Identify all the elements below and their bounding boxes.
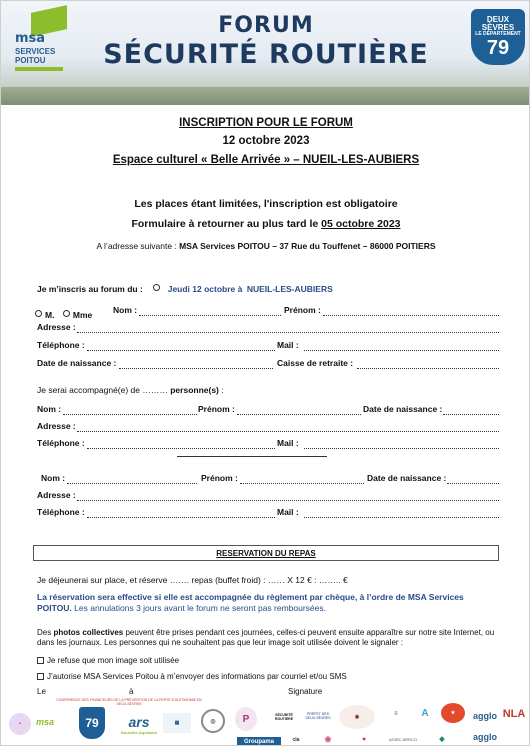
msa-logo-bar: [15, 67, 63, 71]
groupama-logo: Groupama: [237, 737, 281, 746]
msa-services-poitou-logo: [9, 9, 69, 71]
companion2-nom-field[interactable]: [67, 483, 197, 484]
payment-notice: [37, 592, 499, 614]
conference-financeurs-banner: CONFÉRENCE DES FINANCEURS DE LA PRÉVENTION DE LA PERTE D'AUTONOMIE EN DEUX-SÈVRES: [56, 698, 202, 706]
meal-reservation-box: [33, 545, 499, 561]
prefet-logo: PRÉFET DES DEUX-SÈVRES: [305, 712, 331, 720]
address-prefix: A l’adresse suivante :: [96, 241, 180, 251]
civility-row: [35, 305, 92, 323]
forum-choice-town: NUEIL-LES-AUBIERS: [246, 284, 333, 294]
companions-intro-suffix: :: [218, 385, 224, 395]
companion1-adresse-label: Adresse :: [37, 421, 76, 431]
securite-routiere-footer-logo: SÉCURITÉ ROUTIÈRE: [274, 713, 294, 721]
mail-field[interactable]: [304, 350, 499, 351]
telephone-label: Téléphone :: [37, 340, 85, 350]
companion1-telephone-field[interactable]: [87, 448, 275, 449]
event-place: Espace culturel « Belle Arrivée » – NUEIL-LES-AUBIERS: [112, 154, 420, 166]
authorize-info-checkbox[interactable]: [37, 673, 44, 680]
companion-separator: [177, 456, 327, 457]
payment-bold: La réservation sera effective si elle est accompagnée du règlement par chèque, à l’ordre de MSA Services POITOU.: [37, 592, 464, 613]
partner-logo-small: •: [9, 713, 31, 735]
photos-text: peuvent être prises pendant ces journées, celles-ci peuvent ensuite apparaître sur notre site Internet, ou dans les journaux. Les personnes qui ne souhaitent pas que leur image soit utilisée doivent le signaler :: [37, 628, 495, 647]
partner-logo-heart: ♥: [362, 737, 366, 743]
road-image: [1, 87, 530, 105]
civility-m-label: M.: [45, 310, 55, 320]
caisse-label: Caisse de retraite :: [277, 358, 354, 368]
signature-date-label: Le: [37, 687, 46, 696]
caisse-field[interactable]: [357, 368, 499, 369]
partner-logo-circle: ◎: [201, 709, 225, 733]
refuse-image-label: Je refuse que mon image soit utilisée: [47, 656, 180, 665]
partner-logo-pink: ❀: [324, 734, 332, 744]
msa-services-text: SERVICES: [15, 47, 56, 56]
companion2-prenom-field[interactable]: [240, 483, 364, 484]
civility-mme-radio[interactable]: [63, 310, 70, 317]
companion2-nom-label: Nom :: [41, 473, 66, 483]
prenom-field[interactable]: [323, 315, 499, 316]
limited-places-notice: Les places étant limitées, l'inscription est obligatoire: [134, 198, 398, 210]
payment-cancellation: Les annulations 3 jours avant le forum ne seront pas remboursées.: [71, 603, 326, 613]
forum-choice-date: Jeudi 12 octobre à: [167, 284, 243, 294]
nla-logo: NLA: [502, 708, 526, 720]
sevres-text: SÈVRES: [481, 23, 515, 32]
naissance-field[interactable]: [119, 368, 273, 369]
forum-choice-row: [37, 279, 333, 297]
partner-logo-oval: ◉: [339, 705, 375, 729]
companion1-prenom-field[interactable]: [237, 414, 361, 415]
civility-mme-label: Mme: [72, 310, 93, 320]
msa-poitou-text: POITOU: [15, 56, 46, 65]
forum-title: FORUM: [218, 13, 314, 38]
partner-logo-ap: A: [421, 707, 429, 719]
deux-sevres-footer-logo: 79: [79, 707, 105, 739]
companion2-prenom-label: Prénom :: [201, 473, 238, 483]
partner-logo-cla: cla: [292, 737, 300, 743]
msa-footer-logo: msa: [35, 717, 54, 727]
signature-place-label: à: [129, 687, 134, 696]
companion1-prenom-label: Prénom :: [198, 404, 235, 414]
return-deadline: [1, 218, 530, 230]
msa-logo-subtext: [15, 47, 55, 65]
companion2-telephone-label: Téléphone :: [37, 507, 85, 517]
return-address: [1, 241, 530, 251]
departement-text: LE DÉPARTEMENT: [475, 31, 521, 37]
agglo-logo-2: agglo: [473, 732, 497, 742]
civility-m-radio[interactable]: [35, 310, 42, 317]
meal-reservation-line: Je déjeunerai sur place, et réserve ……. repas (buffet froid) : …… X 12 € : …….. €: [37, 575, 348, 585]
partner-logos: [1, 693, 530, 746]
companion2-mail-label: Mail :: [277, 507, 299, 517]
ars-text: ars: [128, 713, 150, 730]
companion2-naissance-label: Date de naissance :: [367, 473, 447, 483]
partner-logo-green: ◆: [439, 736, 445, 743]
companion1-nom-field[interactable]: [63, 414, 197, 415]
deux-text: DEUX: [486, 15, 510, 24]
partner-logo-p: P: [235, 707, 257, 731]
nom-field[interactable]: [139, 315, 281, 316]
department-number: 79: [486, 37, 510, 59]
authorize-info-row: [37, 672, 347, 681]
companions-intro-prefix: Je serai accompagné(e) de ………: [37, 385, 171, 395]
event-date: 12 octobre 2023: [222, 135, 310, 147]
authorize-info-label: J’autorise MSA Services Poitou à m’envoyer des informations par courriel et/ou SMS: [47, 672, 347, 681]
ars-subtext: Nouvelle-Aquitaine: [120, 729, 158, 735]
photos-notice: [37, 628, 499, 648]
companion1-mail-field[interactable]: [304, 448, 499, 449]
return-date: 05 octobre 2023: [321, 218, 401, 230]
photos-prefix: Des: [37, 628, 54, 637]
companion1-adresse-field[interactable]: [77, 431, 499, 432]
ars-logo: [119, 711, 159, 737]
prenom-label: Prénom :: [284, 305, 321, 315]
refuse-image-checkbox[interactable]: [37, 657, 44, 664]
forum-date-radio[interactable]: [153, 284, 160, 291]
companion1-naissance-field[interactable]: [443, 414, 499, 415]
return-prefix: Formulaire à retourner au plus tard le: [131, 218, 322, 230]
companion2-mail-field[interactable]: [304, 517, 499, 518]
companion1-naissance-label: Date de naissance :: [363, 404, 443, 414]
deux-sevres-logo: [471, 9, 525, 65]
partner-logo-territoire: ≡: [394, 711, 398, 717]
photos-bold: photos collectives: [53, 628, 124, 637]
telephone-field[interactable]: [87, 350, 275, 351]
address-value: MSA Services POITOU – 37 Rue du Touffenet – 86000 POITIERS: [179, 241, 436, 251]
naissance-label: Date de naissance :: [37, 358, 117, 368]
header-banner: [1, 1, 530, 105]
nom-label: Nom :: [113, 305, 138, 315]
securite-routiere-title: SÉCURITÉ ROUTIÈRE: [103, 39, 429, 70]
msa-logo-text: msa: [15, 31, 46, 46]
companion1-telephone-label: Téléphone :: [37, 438, 85, 448]
agirc-arrco-logo: AGIRC ARRCO: [388, 736, 417, 742]
companion2-naissance-field[interactable]: [447, 483, 499, 484]
agglo-logo: agglo: [473, 711, 497, 721]
meal-reservation-title: RESERVATION DU REPAS: [216, 549, 316, 558]
mail-label: Mail :: [277, 340, 299, 350]
companion2-telephone-field[interactable]: [87, 517, 275, 518]
forum-choice-label: Je m’inscris au forum du :: [37, 284, 143, 294]
companions-intro-bold: personne(s): [170, 385, 219, 395]
companion1-mail-label: Mail :: [277, 438, 299, 448]
adresse-field[interactable]: [77, 332, 499, 333]
companion2-adresse-field[interactable]: [77, 500, 499, 501]
companion2-adresse-label: Adresse :: [37, 490, 76, 500]
refuse-image-row: [37, 656, 179, 665]
partner-logo-blue: ▦: [163, 713, 191, 733]
adresse-label: Adresse :: [37, 322, 76, 332]
companions-intro: [37, 385, 224, 395]
partner-logo-red: ★: [441, 703, 465, 723]
companion1-nom-label: Nom :: [37, 404, 62, 414]
signature-label: Signature: [288, 687, 323, 696]
inscription-heading: INSCRIPTION POUR LE FORUM: [179, 117, 353, 129]
